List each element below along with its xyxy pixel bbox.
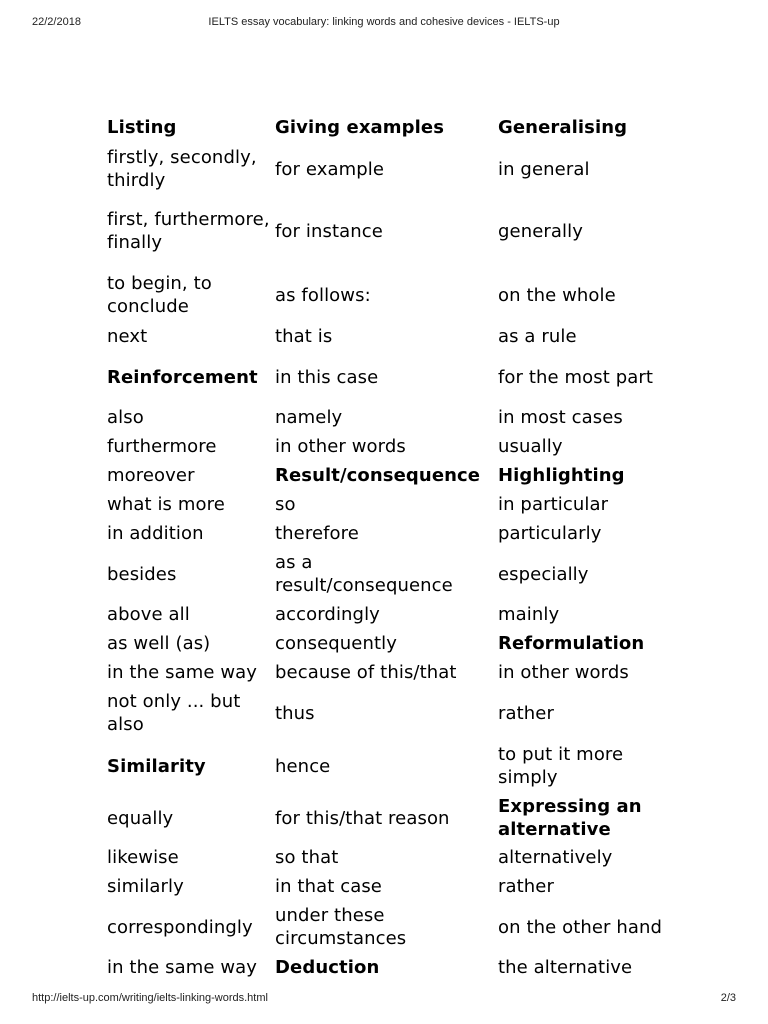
linking-words-table — [103, 110, 668, 982]
linking-phrase: as a rule — [498, 326, 577, 347]
linking-phrase: not only ... but also — [107, 691, 241, 735]
linking-phrase: thus — [275, 702, 315, 724]
table-row — [103, 461, 668, 490]
linking-phrase: for instance — [275, 220, 383, 242]
linking-phrase: moreover — [107, 465, 195, 486]
linking-phrase: firstly, secondly, thirdly — [107, 147, 257, 191]
category-heading: Expressing an alternative — [498, 796, 642, 840]
table-row — [103, 268, 668, 322]
linking-phrase: for this/that reason — [275, 807, 450, 829]
linking-phrase: in addition — [107, 523, 204, 544]
table-row — [103, 953, 668, 982]
table-row — [103, 843, 668, 872]
category-heading: Giving examples — [275, 116, 445, 138]
linking-phrase: especially — [498, 563, 589, 585]
linking-phrase: the alternative — [498, 957, 633, 978]
linking-phrase: in other words — [275, 436, 406, 457]
table-row — [103, 322, 668, 351]
category-heading: Reinforcement — [107, 366, 258, 388]
linking-phrase: above all — [107, 604, 190, 625]
table-row — [103, 739, 668, 793]
linking-phrase: rather — [498, 702, 554, 724]
table-row — [103, 687, 668, 739]
category-heading: Generalising — [498, 116, 628, 138]
table-row — [103, 519, 668, 548]
linking-phrase: therefore — [275, 523, 359, 544]
linking-phrase: on the other hand — [498, 916, 663, 938]
category-heading: Result/consequence — [275, 465, 481, 486]
linking-phrase: furthermore — [107, 436, 217, 457]
linking-phrase: so — [275, 494, 296, 515]
print-footer — [0, 992, 768, 1008]
table-row — [103, 490, 668, 519]
linking-phrase: in this case — [275, 366, 379, 388]
category-heading: Listing — [107, 116, 177, 138]
linking-phrase: mainly — [498, 604, 560, 625]
table-row — [103, 403, 668, 432]
page-title: IELTS essay vocabulary: linking words and cohesive devices - IELTS-up — [208, 16, 560, 28]
linking-phrase: under these circumstances — [275, 905, 407, 949]
linking-phrase: rather — [498, 876, 554, 897]
page-number: 2/3 — [720, 992, 736, 1004]
table-row — [103, 194, 668, 268]
linking-phrase: alternatively — [498, 847, 613, 868]
linking-phrase: as follows: — [275, 284, 371, 306]
linking-phrase: correspondingly — [107, 916, 253, 938]
page-url: http://ielts-up.com/writing/ielts-linking-words.html — [32, 992, 268, 1004]
table-row — [103, 548, 668, 600]
linking-phrase: besides — [107, 563, 177, 585]
table-row — [103, 600, 668, 629]
linking-phrase: particularly — [498, 523, 602, 544]
table-row — [103, 793, 668, 843]
linking-phrase: so that — [275, 847, 339, 868]
linking-words-table-body — [103, 110, 668, 982]
table-row — [103, 432, 668, 461]
table-row — [103, 872, 668, 901]
table-row — [103, 901, 668, 953]
linking-phrase: in general — [498, 158, 590, 180]
linking-phrase: because of this/that — [275, 662, 457, 683]
linking-phrase: in other words — [498, 662, 629, 683]
linking-phrase: usually — [498, 436, 563, 457]
linking-phrase: as a result/consequence — [275, 552, 453, 596]
category-heading: Highlighting — [498, 465, 625, 486]
table-row — [103, 658, 668, 687]
linking-phrase: for the most part — [498, 366, 654, 388]
table-row — [103, 110, 668, 144]
category-heading: Reformulation — [498, 633, 645, 654]
linking-phrase: accordingly — [275, 604, 380, 625]
linking-phrase: in particular — [498, 494, 609, 515]
linking-phrase: on the whole — [498, 284, 616, 306]
print-date: 22/2/2018 — [32, 16, 81, 28]
linking-phrase: generally — [498, 220, 583, 242]
linking-phrase: also — [107, 407, 144, 428]
linking-phrase: that is — [275, 326, 333, 347]
linking-phrase: consequently — [275, 633, 397, 654]
linking-phrase: what is more — [107, 494, 225, 515]
linking-phrase: first, furthermore, finally — [107, 209, 270, 253]
linking-phrase: for example — [275, 158, 385, 180]
linking-phrase: hence — [275, 755, 331, 777]
linking-phrase: to put it more simply — [498, 744, 624, 788]
linking-phrase: in the same way — [107, 957, 258, 978]
table-row — [103, 351, 668, 403]
table-row — [103, 629, 668, 658]
linking-phrase: equally — [107, 807, 174, 829]
linking-phrase: namely — [275, 407, 343, 428]
linking-phrase: likewise — [107, 847, 179, 868]
linking-phrase: next — [107, 326, 148, 347]
table-row — [103, 144, 668, 194]
linking-phrase: to begin, to conclude — [107, 273, 212, 317]
category-heading: Similarity — [107, 755, 206, 777]
linking-phrase: in that case — [275, 876, 382, 897]
linking-phrase: similarly — [107, 876, 184, 897]
linking-phrase: in most cases — [498, 407, 623, 428]
linking-phrase: in the same way — [107, 662, 258, 683]
linking-phrase: as well (as) — [107, 633, 211, 654]
print-header — [0, 16, 768, 32]
category-heading: Deduction — [275, 957, 380, 978]
